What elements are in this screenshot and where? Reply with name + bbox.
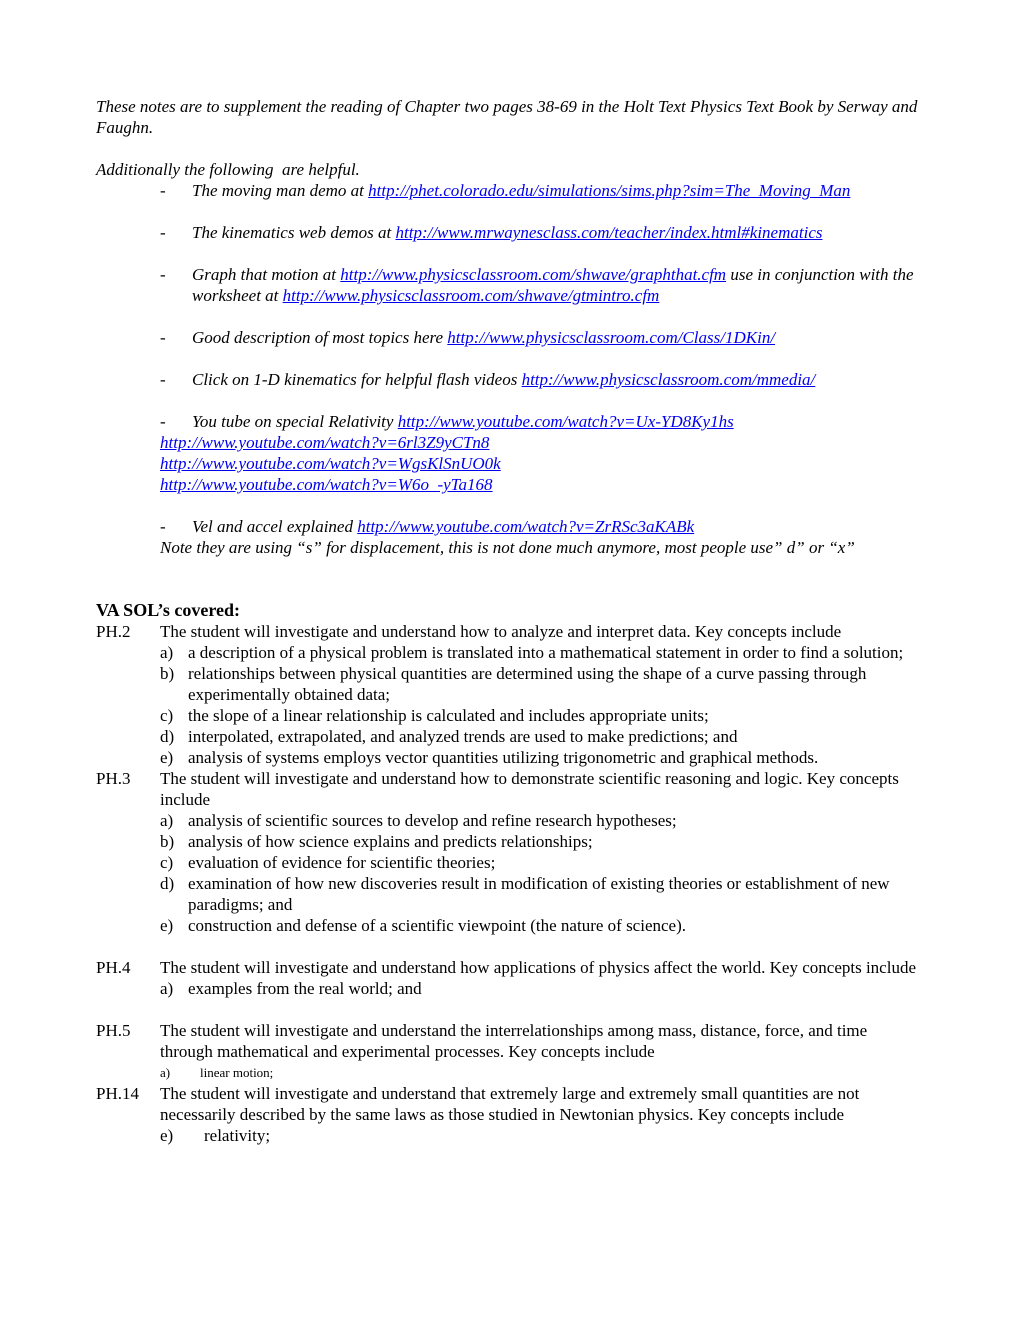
sol-subitem-label: b): [160, 664, 175, 683]
sol-subitem: [96, 873, 924, 915]
sol-code: PH.5: [96, 1021, 131, 1040]
resource-follow-line: [96, 537, 924, 558]
resource-follow-line: [96, 432, 924, 453]
sol-subitem: [96, 705, 924, 726]
sol-text: The student will investigate and understand that extremely large and extremely small quantities are not necessarily described by the same laws as those studied in Newtonian physics. Key concepts include: [160, 1084, 860, 1124]
resource-bullet-line: [96, 327, 924, 348]
resource-link[interactable]: http://www.physicsclassroom.com/shwave/graphthat.cfm: [340, 265, 727, 284]
sol-subitem-label: b): [160, 832, 175, 851]
sol-subitem-text: analysis of how science explains and predicts relationships;: [188, 832, 593, 851]
sol-subitem-text: analysis of systems employs vector quantities utilizing trigonometric and graphical methods.: [188, 748, 819, 767]
sol-subitem: [96, 726, 924, 747]
bullet-dash: -: [160, 223, 166, 242]
resource-item: [96, 222, 924, 243]
sol-item: [96, 768, 924, 936]
sol-subitem: [96, 915, 924, 936]
sol-subitem: [96, 747, 924, 768]
sol-subitem-label: c): [160, 706, 174, 725]
sol-subitem-text: relativity;: [204, 1126, 271, 1145]
sol-subitem-text: examination of how new discoveries result in modification of existing theories or establishment of new paradigms; and: [188, 874, 890, 914]
resource-item: [96, 327, 924, 348]
sol-text: The student will investigate and understand how applications of physics affect the world. Key concepts include: [160, 958, 916, 977]
sol-text: The student will investigate and understand how to demonstrate scientific reasoning and logic. Key concepts include: [160, 769, 899, 809]
bullet-dash: -: [160, 181, 166, 200]
sol-item: [96, 621, 924, 768]
resource-item: [96, 180, 924, 201]
sol-subitem-label: e): [160, 1126, 174, 1145]
intro-paragraph: These notes are to supplement the reading of Chapter two pages 38-69 in the Holt Text Physics Text Book by Serway and Faughn.: [96, 97, 918, 137]
sol-subitem: [96, 642, 924, 663]
sol-subitem: [96, 852, 924, 873]
sol-heading: VA SOL’s covered:: [96, 600, 241, 620]
resource-link[interactable]: http://www.mrwaynesclass.com/teacher/index.html#kinematics: [395, 223, 823, 242]
sol-statement: [96, 1083, 924, 1125]
sol-item: [96, 957, 924, 999]
resource-link[interactable]: http://www.youtube.com/watch?v=WgsKlSnUO0k: [160, 454, 501, 473]
sol-subitem: [96, 1062, 924, 1083]
resource-text: Good description of most topics here: [192, 328, 448, 347]
sol-code: PH.3: [96, 769, 131, 788]
sol-item: [96, 1020, 924, 1083]
sol-text: The student will investigate and understand how to analyze and interpret data. Key concepts include: [160, 622, 842, 641]
resource-link[interactable]: http://www.youtube.com/watch?v=6rl3Z9yCTn8: [160, 433, 490, 452]
sol-subitem-text: the slope of a linear relationship is calculated and includes appropriate units;: [188, 706, 709, 725]
bullet-dash: -: [160, 328, 166, 347]
sol-subitem: [96, 663, 924, 705]
intro-section: [96, 96, 924, 558]
sol-statement: [96, 957, 924, 978]
resource-follow-line: [96, 474, 924, 495]
sol-subitem-label: d): [160, 874, 175, 893]
resource-item: [96, 264, 924, 306]
resource-text: Click on 1-D kinematics for helpful flash videos: [192, 370, 522, 389]
resource-link[interactable]: http://phet.colorado.edu/simulations/sims.php?sim=The_Moving_Man: [368, 181, 851, 200]
helpful-intro-line: Additionally the following are helpful.: [96, 160, 360, 179]
resource-bullet-line: [96, 222, 924, 243]
resource-bullet-line: [96, 516, 924, 537]
sol-subitem: [96, 810, 924, 831]
resource-text: You tube on special Relativity: [192, 412, 398, 431]
resource-link[interactable]: http://www.physicsclassroom.com/mmedia/: [521, 370, 816, 389]
sol-subitem-label: a): [160, 1065, 171, 1080]
sol-subitem-text: construction and defense of a scientific viewpoint (the nature of science).: [188, 916, 686, 935]
sol-subitem-label: a): [160, 643, 174, 662]
sol-subitem-label: a): [160, 811, 174, 830]
resource-link[interactable]: http://www.physicsclassroom.com/Class/1DKin/: [447, 328, 776, 347]
sol-subitem-label: d): [160, 727, 175, 746]
bullet-dash: -: [160, 370, 166, 389]
bullet-dash: -: [160, 412, 166, 431]
resource-bullet-line: [96, 264, 924, 306]
bullet-dash: -: [160, 517, 166, 536]
resource-text: The kinematics web demos at: [192, 223, 396, 242]
sol-subitem-label: a): [160, 979, 174, 998]
sol-code: PH.4: [96, 958, 131, 977]
resource-item: [96, 411, 924, 495]
sol-code: PH.2: [96, 622, 131, 641]
sol-subitem-text: interpolated, extrapolated, and analyzed trends are used to make predictions; and: [188, 727, 738, 746]
resource-bullet-line: [96, 180, 924, 201]
sol-subitem: [96, 1125, 924, 1146]
sol-list: [96, 621, 924, 1146]
resource-link[interactable]: http://www.youtube.com/watch?v=W6o_-yTa168: [160, 475, 493, 494]
resource-text: Graph that motion at: [192, 265, 341, 284]
resource-link[interactable]: http://www.physicsclassroom.com/shwave/gtmintro.cfm: [282, 286, 660, 305]
resource-text: Note they are using “s” for displacement, this is not done much anymore, most people use” d” or “x”: [160, 538, 855, 557]
sol-item: [96, 1083, 924, 1146]
sol-subitem: [96, 978, 924, 999]
resource-text: The moving man demo at: [192, 181, 369, 200]
sol-statement: [96, 621, 924, 642]
resource-item: [96, 516, 924, 558]
sol-code: PH.14: [96, 1084, 139, 1103]
sol-subitem-label: c): [160, 853, 174, 872]
sol-subitem-text: evaluation of evidence for scientific theories;: [188, 853, 496, 872]
resource-bullet-line: [96, 411, 924, 432]
sol-subitem-text: a description of a physical problem is translated into a mathematical statement in order to find a solution;: [188, 643, 904, 662]
sol-section: [96, 600, 924, 1146]
sol-subitem-label: e): [160, 748, 174, 767]
resource-text: use in conjunction with the worksheet at: [192, 265, 914, 305]
resource-link[interactable]: http://www.youtube.com/watch?v=Ux-YD8Ky1hs: [397, 412, 734, 431]
sol-subitem-label: e): [160, 916, 174, 935]
sol-subitem-text: examples from the real world; and: [188, 979, 422, 998]
sol-statement: [96, 1020, 924, 1062]
sol-subitem: [96, 831, 924, 852]
sol-text: The student will investigate and understand the interrelationships among mass, distance, force, and time through mathematical and experimental processes. Key concepts include: [160, 1021, 868, 1061]
resource-item: [96, 369, 924, 390]
resource-link[interactable]: http://www.youtube.com/watch?v=ZrRSc3aKABk: [357, 517, 695, 536]
resource-list: [96, 180, 924, 558]
sol-subitem-text: analysis of scientific sources to develop and refine research hypotheses;: [188, 811, 677, 830]
resource-bullet-line: [96, 369, 924, 390]
resource-text: Vel and accel explained: [192, 517, 358, 536]
bullet-dash: -: [160, 265, 166, 284]
sol-statement: [96, 768, 924, 810]
resource-follow-line: [96, 453, 924, 474]
sol-subitem-text: linear motion;: [200, 1065, 274, 1080]
sol-subitem-text: relationships between physical quantities are determined using the shape of a curve passing through experimentally obtained data;: [188, 664, 867, 704]
